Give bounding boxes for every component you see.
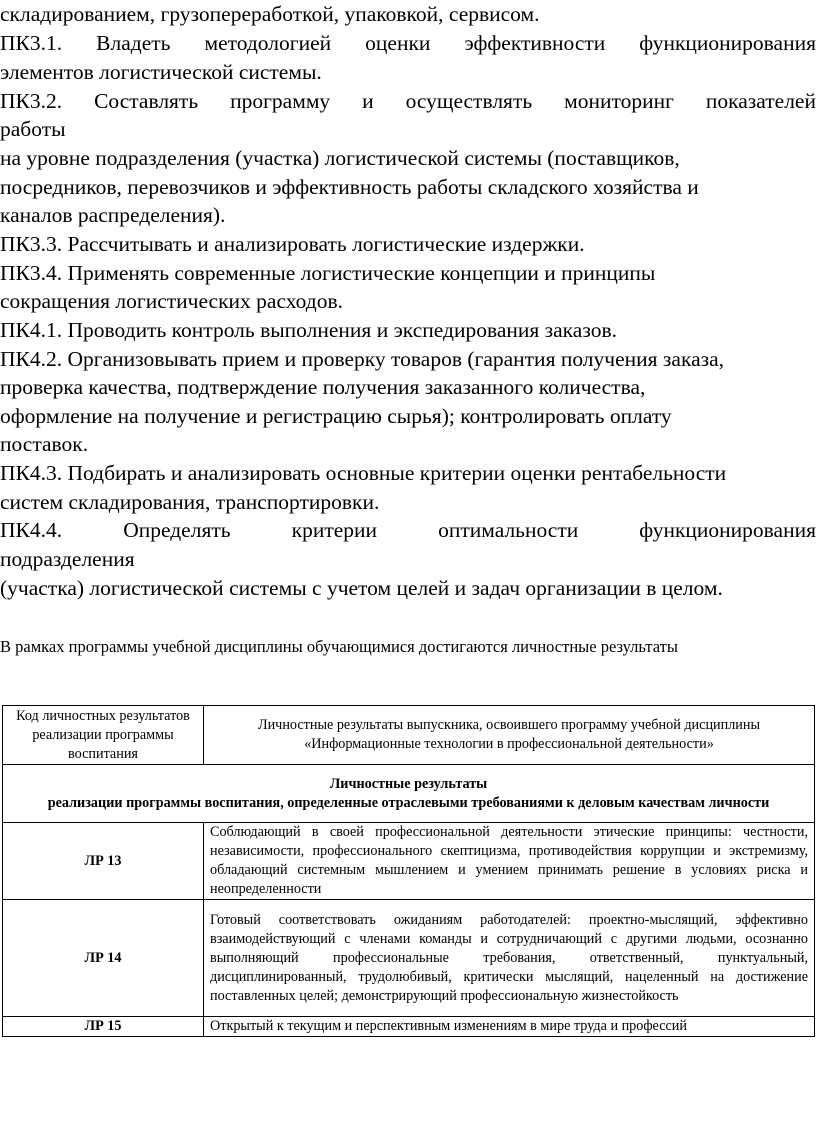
- table-row: [3, 900, 815, 1017]
- text-line: складированием, грузопереработкой, упаковкой, сервисом.: [0, 2, 540, 26]
- text-line: посредников, перевозчиков и эффективность работы складского хозяйства и: [0, 175, 699, 199]
- row-text: Соблюдающий в своей профессиональной деятельности этические принципы: честности, независимости, профессионального скептицизма, противодействия коррупции и экстремизму, обладающий системным мышлением и умением принимать решение в условиях риска и неопределенности: [204, 823, 815, 900]
- text-line: на уровне подразделения (участка) логистической системы (поставщиков,: [0, 146, 680, 170]
- text-line: ПК4.4. Определять критерии оптимальности функционирования: [0, 518, 816, 542]
- text-line: ПК3.1. Владеть методологией оценки эффективности функционирования: [0, 31, 816, 55]
- intro-paragraph: В рамках программы учебной дисциплины обучающимися достигаются личностные результаты: [0, 637, 678, 656]
- text-line: ПК4.3. Подбирать и анализировать основные критерии оценки рентабельности: [0, 461, 727, 485]
- text-line: поставок.: [0, 432, 89, 456]
- text-line: проверка качества, подтверждение получения заказанного количества,: [0, 375, 646, 399]
- text-line: сокращения логистических расходов.: [0, 289, 343, 313]
- table-row: [3, 823, 815, 900]
- text-line: (участка) логистической системы с учетом целей и задач организации в целом.: [0, 576, 723, 600]
- row-code: ЛР 13: [3, 823, 204, 900]
- section-cell: [3, 765, 815, 823]
- section-row: [3, 765, 815, 823]
- text-line: подразделения: [0, 547, 135, 571]
- text-line: ПК4.2. Организовывать прием и проверку товаров (гарантия получения заказа,: [0, 347, 725, 371]
- text-line: элементов логистической системы.: [0, 60, 322, 84]
- personal-results-table: [2, 705, 815, 1037]
- text-line: оформление на получение и регистрацию сырья); контролировать оплату: [0, 404, 672, 428]
- header-results-cell: Личностные результаты выпускника, освоившего программу учебной дисциплины «Информационные технологии в профессиональной деятельности»: [204, 706, 815, 765]
- text-line: ПК3.3. Рассчитывать и анализировать логистические издержки.: [0, 232, 585, 256]
- row-code: ЛР 15: [3, 1017, 204, 1037]
- table-row: [3, 1017, 815, 1037]
- text-line: ПК3.2. Составлять программу и осуществлять мониторинг показателей: [0, 89, 816, 113]
- text-line: систем складирования, транспортировки.: [0, 490, 380, 514]
- section-title: Личностные результаты: [329, 775, 488, 792]
- table-header-row: [3, 706, 815, 765]
- text-line: ПК3.4. Применять современные логистические концепции и принципы: [0, 261, 656, 285]
- section-subtitle: реализации программы воспитания, определенные отраслевыми требованиями к деловым качествам личности: [47, 794, 770, 811]
- row-code: ЛР 14: [3, 900, 204, 1017]
- row-text: Открытый к текущим и перспективным изменениям в мире труда и профессий: [204, 1017, 815, 1037]
- row-text: Готовый соответствовать ожиданиям работодателей: проектно-мыслящий, эффективно взаимодействующий с членами команды и сотрудничающий с другими людьми, осознанно выполняющий профессиональные требования, ответственный, пунктуальный, дисциплинированный, трудолюбивый, критически мыслящий, нацеленный на достижение поставленных целей; демонстрирующий профессиональную жизнестойкость: [204, 900, 815, 1017]
- text-line: ПК4.1. Проводить контроль выполнения и экспедирования заказов.: [0, 318, 617, 342]
- text-line: работы: [0, 117, 66, 141]
- header-code-cell: Код личностных результатов реализации программы воспитания: [3, 706, 204, 765]
- text-line: каналов распределения).: [0, 203, 226, 227]
